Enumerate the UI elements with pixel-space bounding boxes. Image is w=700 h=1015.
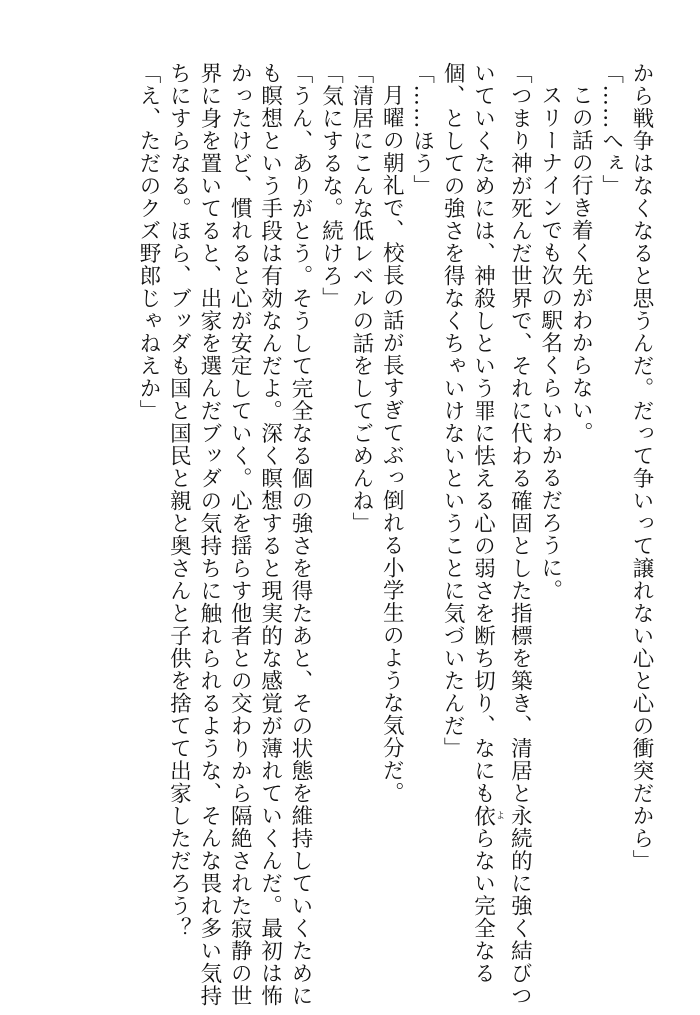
text-segment: いていくためには、神殺しという罪に怯える心の弱さを断ち切り、なにも <box>470 62 496 805</box>
text-line: この話の行き着く先がわからない。 <box>568 83 594 444</box>
text-line: 「清居にこんな低レベルの話をしてごめんね」 <box>348 62 374 535</box>
text-line: 「気にするな。続けろ」 <box>318 62 344 310</box>
text-line: 「うん、ありがとう。そうして完全なる個の強さを得たあと、その状態を維持していくために <box>288 62 314 1007</box>
text-line: 「つまり神が死んだ世界で、それに代わる確固とした指標を築き、清居と永続的に強く結びつ <box>507 62 533 1007</box>
text-line: 「……へぇ」 <box>598 62 624 197</box>
text-line: ちにすらなる。ほら、ブッダも国と国民と親と奥さんと子供を捨てて出家しただろう？ <box>166 62 192 940</box>
text-line: 「え、ただのクズ野郎じゃねえか」 <box>136 62 161 422</box>
vertical-text-body <box>133 62 656 1007</box>
text-line: 月曜の朝礼で、校長の話が長すぎてぶっ倒れる小学生のような気分だ。 <box>379 83 405 804</box>
text-segment: らない完全なる <box>470 827 496 985</box>
text-line: から戦争はなくなると思うんだ。だって争いって譲れない心と心の衝突だから」 <box>629 62 654 872</box>
text-line: かったけど、慣れると心が安定していく。心を揺らす他者との交わりから隔絶された寂静の世 <box>227 62 253 1007</box>
ruby-reading: よ <box>493 804 504 827</box>
text-line: 個、としての強さを得なくちゃいけないということに気づいたんだ」 <box>440 62 466 760</box>
text-line: 界に身を置いてると、出家を選んだブッダの気持ちに触れられるような、そんな畏れ多い気持 <box>196 62 222 1007</box>
ruby-base: 依 <box>470 804 496 827</box>
text-line-with-ruby <box>467 62 504 985</box>
text-line: スリーナインでも次の駅名くらいわかるだろうに。 <box>537 83 563 601</box>
ruby-annotation <box>470 804 504 828</box>
text-line: も瞑想という手段は有効なんだよ。深く瞑想すると現実的な感覚が薄れていくんだ。最初は怖 <box>257 62 283 1007</box>
text-line: 「……ほう」 <box>409 62 435 197</box>
